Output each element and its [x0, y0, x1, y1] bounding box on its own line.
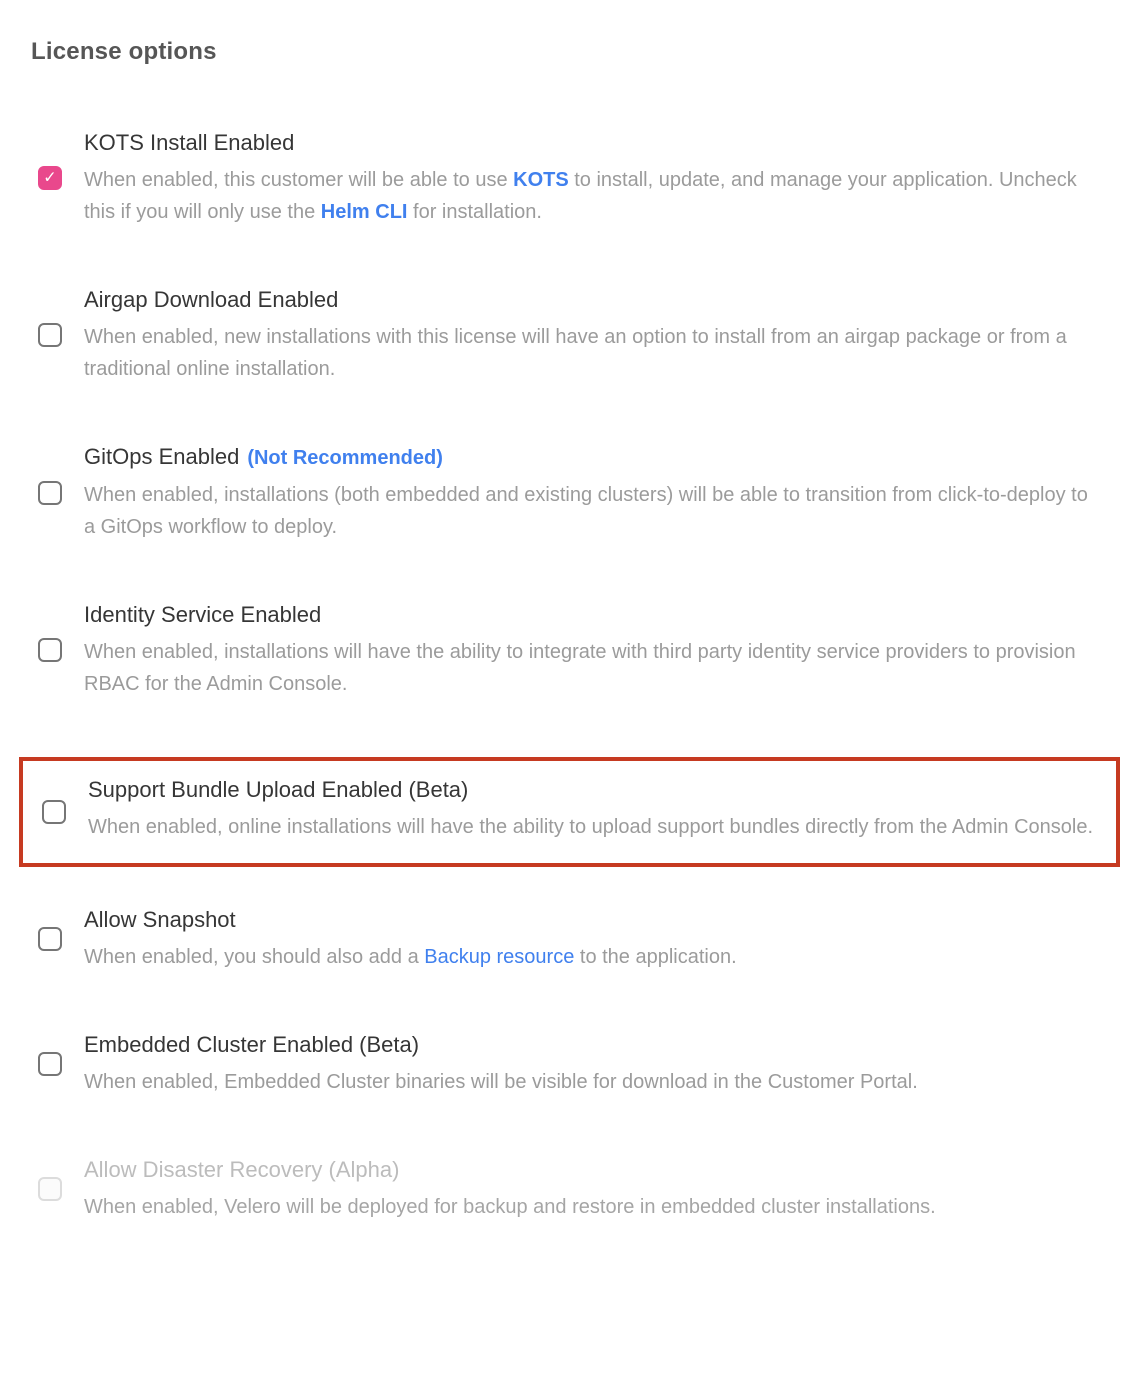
- page-title: License options: [31, 38, 217, 65]
- description-text: When enabled, this customer will be able to use: [84, 169, 514, 191]
- option-title-row: [84, 285, 1120, 315]
- gitops-enabled-option: [31, 442, 1120, 543]
- description-text: When enabled, Embedded Cluster binaries will be visible for download in the Customer Portal.: [84, 1071, 918, 1093]
- kots-install-enabled-checkbox[interactable]: [38, 166, 62, 190]
- airgap-download-enabled-checkbox[interactable]: [38, 323, 62, 347]
- allow-snapshot-option: [31, 905, 1120, 973]
- description-text: When enabled, new installations with this license will have an option to install from an airgap package or from a traditional online installation.: [84, 326, 1067, 380]
- description-text: When enabled, online installations will have the ability to upload support bundles directly from the Admin Console.: [88, 816, 1094, 838]
- option-description: [84, 164, 1100, 228]
- airgap-download-enabled-option: [31, 285, 1120, 385]
- backup-resource-link[interactable]: Backup resource: [424, 946, 575, 968]
- options-list: [31, 128, 1120, 1223]
- description-text: to the application.: [574, 946, 737, 968]
- embedded-cluster-enabled-option: [31, 1030, 1120, 1098]
- option-title: Embedded Cluster Enabled (Beta): [84, 1032, 420, 1057]
- option-description: [84, 479, 1100, 543]
- option-title: GitOps Enabled: [84, 444, 240, 469]
- description-text: for installation.: [407, 201, 542, 223]
- option-description: [84, 941, 1100, 973]
- allow-disaster-recovery-option: [31, 1155, 1120, 1223]
- description-text: When enabled, installations (both embedded and existing clusters) will be able to transition from click-to-deploy to a GitOps workflow to deploy.: [84, 484, 1088, 538]
- identity-service-enabled-option: [31, 600, 1120, 700]
- description-text: to install, update, and manage your application. Uncheck this if you will only use the: [84, 169, 1077, 223]
- option-content: [84, 285, 1120, 385]
- support-bundle-upload-enabled-checkbox[interactable]: [42, 800, 66, 824]
- description-text: When enabled, installations will have the ability to integrate with third party identity service providers to provision RBAC for the Admin Console.: [84, 641, 1076, 695]
- kots-install-enabled-option: [31, 128, 1120, 228]
- description-text: When enabled, you should also add a: [84, 946, 425, 968]
- option-title-row: [84, 600, 1120, 630]
- option-content: [84, 1030, 1120, 1098]
- option-title: Support Bundle Upload Enabled (Beta): [88, 777, 469, 802]
- option-description: [84, 636, 1100, 700]
- option-title-row: [84, 1030, 1120, 1060]
- option-title-row: [88, 775, 1116, 805]
- option-description: [84, 1191, 1100, 1223]
- identity-service-enabled-checkbox[interactable]: [38, 638, 62, 662]
- helm-cli-link[interactable]: Helm CLI: [320, 201, 408, 223]
- option-description: [84, 321, 1100, 385]
- option-content: [84, 905, 1120, 973]
- option-title-row: [84, 1155, 1120, 1185]
- option-title-suffix[interactable]: (Not Recommended): [247, 447, 443, 469]
- option-description: [84, 1066, 1100, 1098]
- option-description: [88, 811, 1104, 843]
- option-title: Allow Disaster Recovery (Alpha): [84, 1157, 400, 1182]
- option-title: Allow Snapshot: [84, 907, 236, 932]
- option-content: [84, 1155, 1120, 1223]
- embedded-cluster-enabled-checkbox[interactable]: [38, 1052, 62, 1076]
- option-content: [84, 128, 1120, 228]
- option-title-row: [84, 442, 1120, 473]
- option-title: Airgap Download Enabled: [84, 287, 339, 312]
- option-content: [84, 442, 1120, 543]
- option-content: [84, 600, 1120, 700]
- gitops-enabled-checkbox[interactable]: [38, 481, 62, 505]
- option-content: [88, 775, 1116, 843]
- description-text: When enabled, Velero will be deployed for backup and restore in embedded cluster installations.: [84, 1196, 936, 1218]
- kots-link[interactable]: KOTS: [513, 169, 569, 191]
- allow-disaster-recovery-checkbox: [38, 1177, 62, 1201]
- option-title: KOTS Install Enabled: [84, 130, 295, 155]
- allow-snapshot-checkbox[interactable]: [38, 927, 62, 951]
- option-title-row: [84, 905, 1120, 935]
- option-title: Identity Service Enabled: [84, 602, 322, 627]
- support-bundle-upload-enabled-option: [19, 757, 1120, 867]
- option-title-row: [84, 128, 1120, 158]
